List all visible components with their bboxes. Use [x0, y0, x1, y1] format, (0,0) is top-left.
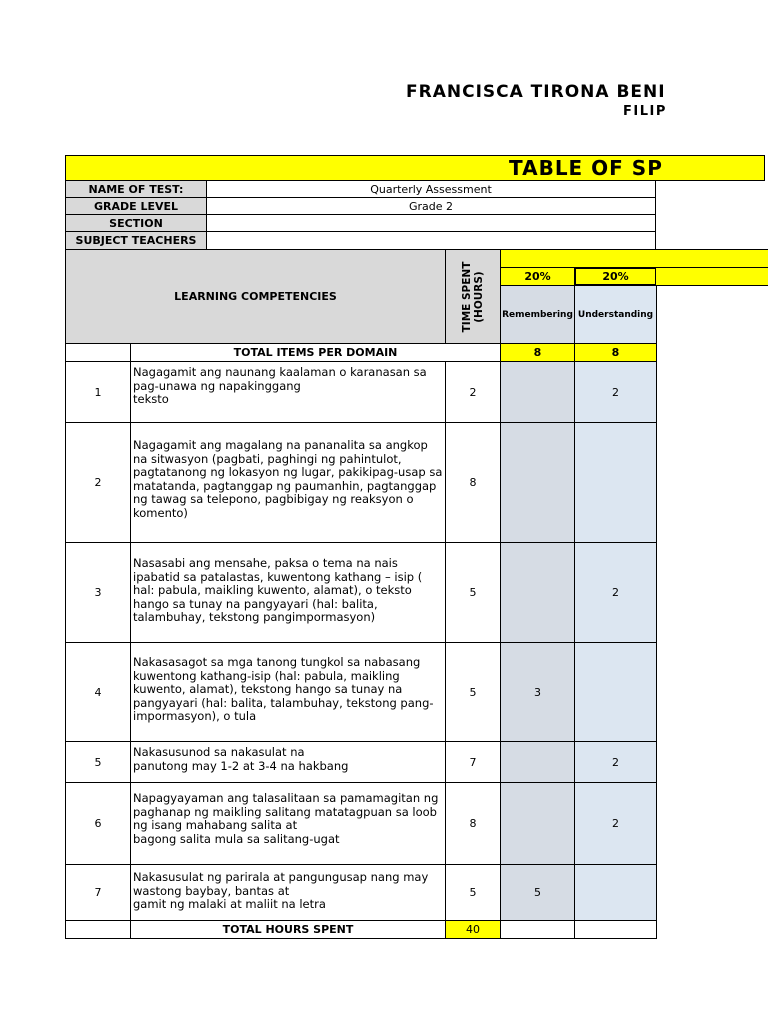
row-number: 7 [65, 864, 131, 921]
understanding-value: 2 [574, 782, 657, 865]
total-hours-blank [65, 920, 131, 939]
remembering-value: 5 [500, 864, 575, 921]
info-label-subject-teachers: SUBJECT TEACHERS [65, 231, 207, 250]
info-label-test-name: NAME OF TEST: [65, 180, 207, 198]
competency-text: Nakasasagot sa mga tanong tungkol sa nabasang kuwentong kathang-isip (hal: pabula, maikling kuwento, alamat), tekstong hango sa tunay na pangyayari (hal: balita, talambuhay, tekstong pang-impormasyon), o tula [130, 642, 446, 742]
competency-text: Nakasusulat ng parirala at pangungusap nang may wastong baybay, bantas at gamit ng malaki at maliit na letra [130, 864, 446, 921]
understanding-value: 2 [574, 542, 657, 643]
understanding-value [574, 864, 657, 921]
competency-text: Nagagamit ang naunang kaalaman o karanasan sa pag-unawa ng napakinggang teksto [130, 361, 446, 423]
info-value-test-name: Quarterly Assessment [206, 180, 656, 198]
info-value-subject-teachers [206, 231, 656, 250]
remembering-value [500, 741, 575, 783]
row-number: 6 [65, 782, 131, 865]
understanding-header: Understanding [574, 285, 657, 344]
understanding-total: 8 [574, 343, 657, 362]
understanding-value [574, 422, 657, 543]
row-number: 4 [65, 642, 131, 742]
domain-header-band-right [656, 267, 768, 286]
hours-value: 7 [445, 741, 501, 783]
remembering-value [500, 422, 575, 543]
row-number: 1 [65, 361, 131, 423]
total-hours-remembering [500, 920, 575, 939]
hours-value: 5 [445, 864, 501, 921]
remembering-value [500, 542, 575, 643]
hours-value: 5 [445, 642, 501, 742]
competency-text: Napagyayaman ang talasalitaan sa pamamagitan ng paghanap ng maikling salitang matatagpuan sa loob ng isang mahabang salita at bagong salita mula sa salitang-ugat [130, 782, 446, 865]
info-value-section [206, 214, 656, 232]
remembering-total: 8 [500, 343, 575, 362]
school-name: FRANCISCA TIRONA BENI [406, 82, 666, 102]
hours-value: 8 [445, 782, 501, 865]
remembering-value [500, 782, 575, 865]
understanding-percent: 20% [574, 267, 657, 286]
competency-text: Nasasabi ang mensahe, paksa o tema na nais ipabatid sa patalastas, kuwentong kathang – isip ( hal: pabula, maikling kuwento, alamat), o teksto hango sa tunay na pangyayari (hal: balita, talambuhay, tekstong pangimpormasyon) [130, 542, 446, 643]
remembering-percent: 20% [500, 267, 575, 286]
hours-value: 5 [445, 542, 501, 643]
competency-text: Nakasusunod sa nakasulat na panutong may 1-2 at 3-4 na hakbang [130, 741, 446, 783]
learning-competencies-header: LEARNING COMPETENCIES [65, 249, 446, 344]
row-number: 2 [65, 422, 131, 543]
total-hours-label: TOTAL HOURS SPENT [130, 920, 446, 939]
time-spent-header-label: TIME SPENT (HOURS) [461, 261, 485, 332]
row-number: 3 [65, 542, 131, 643]
total-items-label: TOTAL ITEMS PER DOMAIN [130, 343, 501, 362]
total-hours-understanding [574, 920, 657, 939]
table-title: TABLE OF SP [65, 155, 765, 181]
competency-text: Nagagamit ang magalang na pananalita sa angkop na sitwasyon (pagbati, paghingi ng pahintulot, pagtatanong ng lokasyon ng lugar, pakikipag-usap sa matatanda, pagtanggap ng paumanhin, pagtanggap ng tawag sa telepono, pagbibigay ng reaksyon o komento) [130, 422, 446, 543]
row-number: 5 [65, 741, 131, 783]
info-value-grade-level: Grade 2 [206, 197, 656, 215]
remembering-value: 3 [500, 642, 575, 742]
total-hours-value: 40 [445, 920, 501, 939]
understanding-value [574, 642, 657, 742]
total-items-blank [65, 343, 131, 362]
subject-title: FILIP [623, 104, 667, 119]
remembering-header: Remembering [500, 285, 575, 344]
understanding-value: 2 [574, 361, 657, 423]
domain-header-band [500, 249, 768, 268]
understanding-value: 2 [574, 741, 657, 783]
info-label-grade-level: GRADE LEVEL [65, 197, 207, 215]
time-spent-header [445, 249, 501, 344]
hours-value: 2 [445, 361, 501, 423]
hours-value: 8 [445, 422, 501, 543]
info-label-section: SECTION [65, 214, 207, 232]
remembering-value [500, 361, 575, 423]
